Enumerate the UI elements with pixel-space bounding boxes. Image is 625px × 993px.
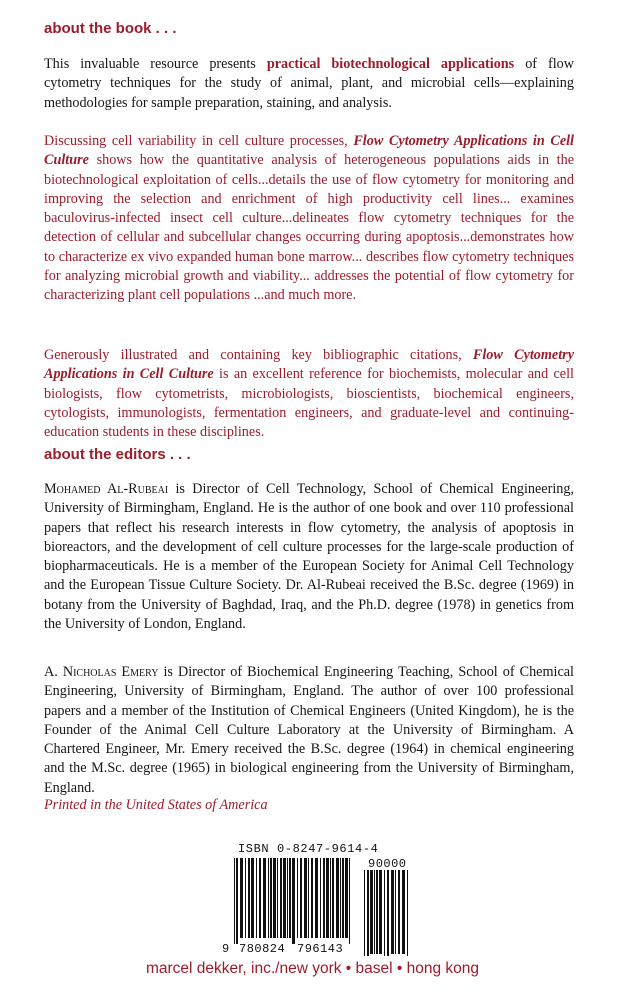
book-paragraph-3: Generously illustrated and containing key bibliographic citations, Flow Cytometry Applications in Cell Culture is an excellent reference for biochemists, molecular and cell biologists, flow cytometrists, microbiologists, bioscientists, biochemical engineers, cytologists, immunologists, fermentation engineers, and graduate-level and continuing-education students in these disciplines. <box>44 347 574 441</box>
book-paragraph-2: Discussing cell variability in cell culture processes, Flow Cytometry Applications in Cell Culture shows how the quantitative analysis of heterogeneous populations aids in the biotechnological exploitation of cells...details the use of flow cytometry for monitoring and improving the selection and enrichment of high productivity cell lines... examines baculovirus-infected insect cell culture...delineates flow cytometry techniques for the detection of cellular and subcellular changes occurring during apoptosis...demonstrates how to characterize ex vivo expanded human bone marrow... describes flow cytometry techniques for analyzing microbial growth and viability... addresses the potential of flow cytometry for characterizing plant cell populations ...and much more. <box>44 133 575 304</box>
editor-bio-emery: A. Nicholas Emery is Director of Biochemical Engineering Teaching, School of Chemical Engineering, University of Birmingham, England. The author of over 100 professional papers and a member of the Institution of Chemical Engineers (United Kingdom), he is the Founder of the Animal Cell Culture Laboratory at the University of Birmingham. A Chartered Engineer, Mr. Emery received the B.Sc. degree (1964) in chemical engineering and the M.Sc. degree (1965) in biological engineering from the University of Birmingham, England. <box>44 664 574 796</box>
book-paragraph-1: This invaluable resource presents practical biotechnological applications of flow cytometry techniques for the study of animal, plant, and microbial cells—explaining methodologies for sample preparation, staining, and analysis. <box>44 56 575 111</box>
ean-right-digits: 796143 <box>297 942 344 956</box>
printed-in-notice: Printed in the United States of America <box>44 797 268 813</box>
barcode <box>218 856 410 956</box>
barcode-graphic <box>218 856 410 956</box>
ean-first-digit: 9 <box>222 942 230 956</box>
about-book-heading: about the book . . . <box>44 20 177 37</box>
isbn-number: ISBN 0-8247-9614-4 <box>238 842 379 856</box>
editor-bio-al-rubeai: Mohamed Al-Rubeai is Director of Cell Technology, School of Chemical Engineering, University of Birmingham, England. He is the author of one book and over 110 professional papers that reflect his research interests in flow cytometry, the analysis of apoptosis in bioreactors, and the development of cell culture processes for the large-scale production of biopharmaceuticals. He is a member of the European Society for Animal Cell Technology and the European Tissue Culture Society. Dr. Al-Rubeai received the B.Sc. degree (1969) in botany from the University of Baghdad, Iraq, and the Ph.D. degree (1978) in genetics from the University of London, England. <box>44 481 575 633</box>
about-editors-heading: about the editors . . . <box>44 446 191 463</box>
ean-left-digits: 780824 <box>239 942 286 956</box>
publisher-footer: marcel dekker, inc./new york • basel • hong kong <box>145 960 480 977</box>
addon-digits: 90000 <box>368 857 407 871</box>
